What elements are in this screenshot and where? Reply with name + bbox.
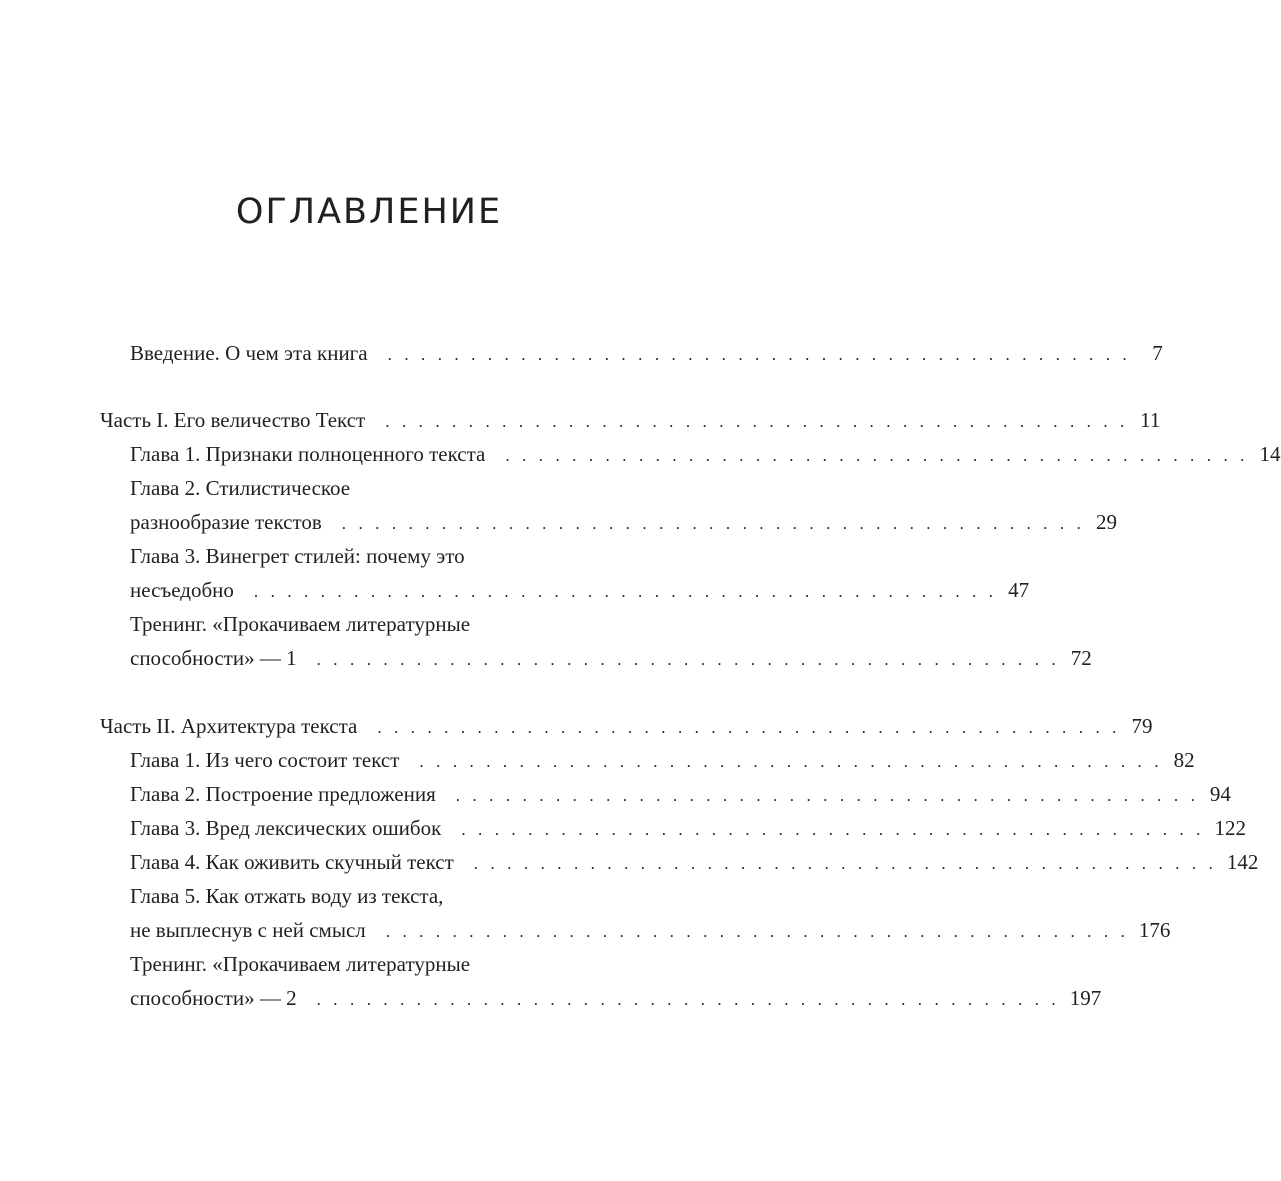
toc-page-number: 72 [1070, 646, 1092, 670]
toc-page-number: 176 [1138, 918, 1171, 942]
toc-page-number: 14 [1259, 442, 1281, 466]
dot-leader: . . . . . . . . . . . . . . . . . . . . . . . . . . . . . . . . . . . . . . . . . . . . . [341, 514, 1085, 533]
toc-entry-label: Глава 3. Вред лексических ошибок [130, 816, 442, 840]
toc-page-number: 11 [1140, 408, 1161, 432]
dot-leader: . . . . . . . . . . . . . . . . . . . . . . . . . . . . . . . . . . . . . . . . . . . . . [316, 650, 1060, 669]
dot-leader: . . . . . . . . . . . . . . . . . . . . . . . . . . . . . . . . . . . . . . . . . . . . . [385, 922, 1129, 941]
dot-leader: . . . . . . . . . . . . . . . . . . . . . . . . . . . . . . . . . . . . . . . . . . . . . [419, 752, 1163, 771]
toc-entry-label: Часть II. Архитектура текста [100, 714, 358, 738]
toc-entry-part2-ch2[interactable] [130, 777, 1231, 811]
toc-page-number: 197 [1069, 986, 1102, 1010]
toc-entry-label: Глава 1. Из чего состоит текст [130, 748, 400, 772]
toc-entry-part1-ch3-line1[interactable]: Глава 3. Винегрет стилей: почему это [130, 544, 465, 568]
toc-page-number: 94 [1209, 782, 1231, 806]
toc-entry-part2-ch5[interactable] [130, 913, 1171, 947]
dot-leader: . . . . . . . . . . . . . . . . . . . . . . . . . . . . . . . . . . . . . . . . . . . . . [385, 412, 1129, 431]
toc-entry-part2[interactable] [100, 709, 1153, 743]
dot-leader: . . . . . . . . . . . . . . . . . . . . . . . . . . . . . . . . . . . . . . . . . . . . . [377, 718, 1121, 737]
toc-entry-label: способности» — 1 [130, 646, 297, 670]
toc-entry-intro[interactable] [130, 336, 1163, 370]
toc-entry-part1-training-line1[interactable]: Тренинг. «Прокачиваем литературные [130, 612, 471, 636]
dot-leader: . . . . . . . . . . . . . . . . . . . . . . . . . . . . . . . . . . . . . . . . . . . . . [473, 854, 1217, 873]
toc-page-number: 79 [1131, 714, 1153, 738]
toc-page-number: 29 [1095, 510, 1117, 534]
toc-page-number: 47 [1008, 578, 1030, 602]
dot-leader: . . . . . . . . . . . . . . . . . . . . . . . . . . . . . . . . . . . . . . . . . . . . . [387, 345, 1131, 364]
toc-entry-label: несъедобно [130, 578, 234, 602]
toc-entry-part1-ch3[interactable] [130, 573, 1030, 607]
toc-page-number: 7 [1152, 341, 1163, 365]
toc-entry-part2-ch5-line1[interactable]: Глава 5. Как отжать воду из текста, [130, 884, 444, 908]
toc-entry-part2-ch3[interactable] [130, 811, 1246, 845]
dot-leader: . . . . . . . . . . . . . . . . . . . . . . . . . . . . . . . . . . . . . . . . . . . . . [461, 820, 1205, 839]
toc-page-number: 122 [1214, 816, 1246, 840]
toc-page-number: 142 [1226, 850, 1259, 874]
toc-entry-part2-ch1[interactable] [130, 743, 1195, 777]
toc-page-number: 82 [1173, 748, 1195, 772]
toc-entry-label: Введение. О чем эта книга [130, 341, 368, 365]
toc-entry-label: Глава 4. Как оживить скучный текст [130, 850, 454, 874]
dot-leader: . . . . . . . . . . . . . . . . . . . . . . . . . . . . . . . . . . . . . . . . . . . . . [253, 582, 998, 601]
toc-entry-part2-ch4[interactable] [130, 845, 1259, 879]
toc-entry-part1-training[interactable] [130, 641, 1092, 675]
toc-entry-label: способности» — 2 [130, 986, 297, 1010]
dot-leader: . . . . . . . . . . . . . . . . . . . . . . . . . . . . . . . . . . . . . . . . . . . . . [455, 786, 1199, 805]
toc-entry-label: Часть I. Его величество Текст [100, 408, 366, 432]
toc-entry-part2-training[interactable] [130, 981, 1102, 1015]
toc-entry-part2-training-line1[interactable]: Тренинг. «Прокачиваем литературные [130, 952, 471, 976]
toc-entry-label: не выплеснув с ней смысл [130, 918, 366, 942]
toc-entry-label: разнообразие текстов [130, 510, 322, 534]
toc-entry-part1-ch2-line1[interactable]: Глава 2. Стилистическое [130, 476, 351, 500]
toc-entry-part1[interactable] [100, 403, 1161, 437]
toc-entry-part1-ch1[interactable] [130, 437, 1281, 471]
page-title: ОГЛАВЛЕНИЕ [235, 192, 503, 232]
toc-entry-part1-ch2[interactable] [130, 505, 1117, 539]
toc-entry-label: Глава 1. Признаки полноценного текста [130, 442, 486, 466]
dot-leader: . . . . . . . . . . . . . . . . . . . . . . . . . . . . . . . . . . . . . . . . . . . . . [316, 990, 1060, 1009]
toc-entry-label: Глава 2. Построение предложения [130, 782, 436, 806]
dot-leader: . . . . . . . . . . . . . . . . . . . . . . . . . . . . . . . . . . . . . . . . . . . . . [505, 446, 1249, 465]
